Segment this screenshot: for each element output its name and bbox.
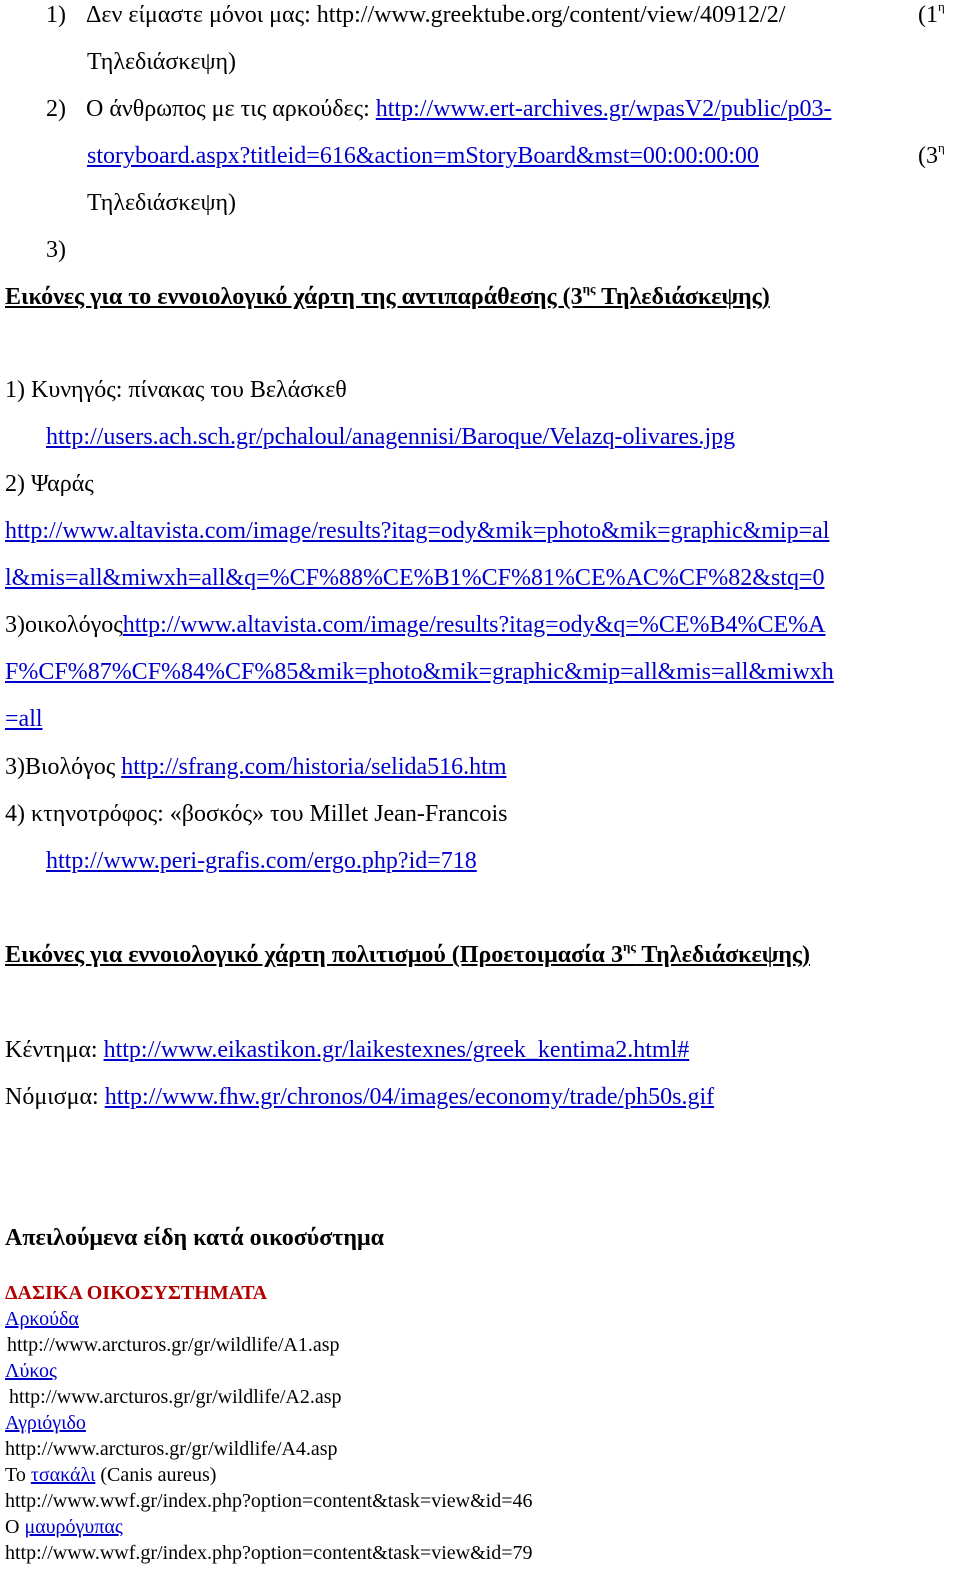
coin-item [5, 1082, 714, 1112]
ecologist-link-row-3[interactable] [5, 704, 43, 734]
session-number: (1 [918, 2, 938, 28]
session-tag-cont: Τηλεδιάσκεψη) [87, 190, 237, 216]
ecologist-link-row-2[interactable] [5, 657, 834, 687]
heading-text-end: Τηλεδιάσκεψης) [595, 284, 770, 310]
species-chamois[interactable] [5, 1411, 86, 1435]
species-bear[interactable] [5, 1307, 79, 1331]
herder-item: 4) κτηνοτρόφος: «βοσκός» του Millet Jean-Francois [5, 801, 508, 827]
bear-url: http://www.arcturos.gr/gr/wildlife/A1.asp [7, 1334, 340, 1356]
ert-archives-link-cont[interactable] [87, 141, 759, 171]
ert-archives-link-part2[interactable]: storyboard.aspx?titleid=616&action=mStoryBoard&mst=00:00:00:00 [87, 143, 759, 169]
heading-text: Εικόνες για εννοιολογικό χάρτη πολιτισμού (Προετοιμασία 3 [5, 942, 623, 968]
vulture-link[interactable]: μαυρόγυπας [24, 1516, 123, 1538]
session-tag-cont: Τηλεδιάσκεψη) [87, 49, 237, 75]
coin-link[interactable]: http://www.fhw.gr/chronos/04/images/economy/trade/ph50s.gif [104, 1084, 715, 1110]
list-item-text: Δεν είμαστε μόνοι μας: http://www.greektube.org/content/view/40912/2/ [86, 2, 786, 28]
species-jackal [5, 1463, 216, 1487]
heading-text-end: Τηλεδιάσκεψης) [635, 942, 811, 968]
list-item-text: Ο άνθρωπος με τις αρκούδες: [86, 96, 370, 122]
ecologist-label: 3)οικολόγος [5, 612, 123, 638]
fisherman-item: 2) Ψαράς [5, 471, 94, 497]
ert-archives-link[interactable]: http://www.ert-archives.gr/wpasV2/public/p03- [375, 96, 832, 122]
ecologist-item [5, 610, 826, 640]
bear-link[interactable]: Αρκούδα [5, 1308, 79, 1330]
fisherman-link[interactable]: http://www.altavista.com/image/results?itag=ody&mik=photo&mik=graphic&mip=al [5, 518, 830, 544]
hunter-link[interactable]: http://users.ach.sch.gr/pchaloul/anagennisi/Baroque/Velazq-olivares.jpg [46, 424, 736, 450]
session-sup: η [938, 0, 945, 14]
fisherman-link-row[interactable] [5, 516, 829, 546]
heading-sup: ης [622, 939, 636, 954]
session-tag [918, 0, 945, 30]
ecologist-link[interactable]: http://www.altavista.com/image/results?itag=ody&q=%CE%B4%CE%A [122, 612, 826, 638]
fisherman-link-row-2[interactable] [5, 563, 824, 593]
jackal-prefix: Το [5, 1464, 31, 1486]
ecologist-link-part3[interactable]: =all [5, 706, 43, 732]
list-number: 2) [46, 96, 66, 122]
wolf-link[interactable]: Λύκος [5, 1360, 57, 1382]
list-item-3: 3) [46, 237, 66, 263]
wolf-url: http://www.arcturos.gr/gr/wildlife/A2.asp [9, 1386, 342, 1408]
list-number: 1) [46, 2, 66, 28]
species-vulture [5, 1515, 123, 1539]
herder-link[interactable]: http://www.peri-grafis.com/ergo.php?id=718 [46, 848, 477, 874]
chamois-link[interactable]: Αγριόγιδο [5, 1412, 86, 1434]
list-item-2 [46, 94, 831, 124]
fisherman-link-part2[interactable]: l&mis=all&miwxh=all&q=%CF%88%CE%B1%CF%81%CE%AC%CF%82&stq=0 [5, 565, 825, 591]
session-number: (3 [918, 143, 938, 169]
hunter-item: 1) Κυνηγός: πίνακας του Βελάσκεθ [5, 377, 347, 403]
coin-label: Νόμισμα: [5, 1084, 105, 1110]
chamois-url: http://www.arcturos.gr/gr/wildlife/A4.asp [5, 1438, 338, 1460]
biologist-item [5, 752, 506, 782]
session-tag [918, 141, 945, 171]
list-item-1 [46, 0, 785, 30]
vulture-url: http://www.wwf.gr/index.php?option=content&task=view&id=79 [5, 1542, 533, 1564]
herder-link-row[interactable] [46, 846, 477, 876]
hunter-link-row[interactable] [46, 422, 735, 452]
heading-threatened-species: Απειλούμενα είδη κατά οικοσύστημα [5, 1225, 384, 1251]
jackal-url: http://www.wwf.gr/index.php?option=content&task=view&id=46 [5, 1490, 533, 1512]
biologist-label: 3)Βιολόγος [5, 754, 122, 780]
heading-concept-map-confrontation [5, 282, 770, 312]
embroidery-link[interactable]: http://www.eikastikon.gr/laikestexnes/greek_kentima2.html# [103, 1037, 690, 1063]
session-sup: η [938, 140, 945, 155]
species-wolf[interactable] [5, 1359, 57, 1383]
forest-ecosystems-title: ΔΑΣΙΚΑ ΟΙΚΟΣΥΣΤΗΜΑΤΑ [5, 1282, 268, 1304]
heading-sup: ης [582, 281, 596, 296]
embroidery-item [5, 1035, 689, 1065]
heading-text: Εικόνες για το εννοιολογικό χάρτη της αντιπαράθεσης (3 [5, 284, 583, 310]
vulture-prefix: Ο [5, 1516, 25, 1538]
biologist-link[interactable]: http://sfrang.com/historia/selida516.htm [121, 754, 507, 780]
heading-concept-map-culture [5, 940, 810, 970]
jackal-latin-name: (Canis aureus) [95, 1464, 217, 1486]
ecologist-link-part2[interactable]: F%CF%87%CF%84%CF%85&mik=photo&mik=graphic&mip=all&mis=all&miwxh [5, 659, 834, 685]
embroidery-label: Κέντημα: [5, 1037, 104, 1063]
jackal-link[interactable]: τσακάλι [30, 1464, 96, 1486]
